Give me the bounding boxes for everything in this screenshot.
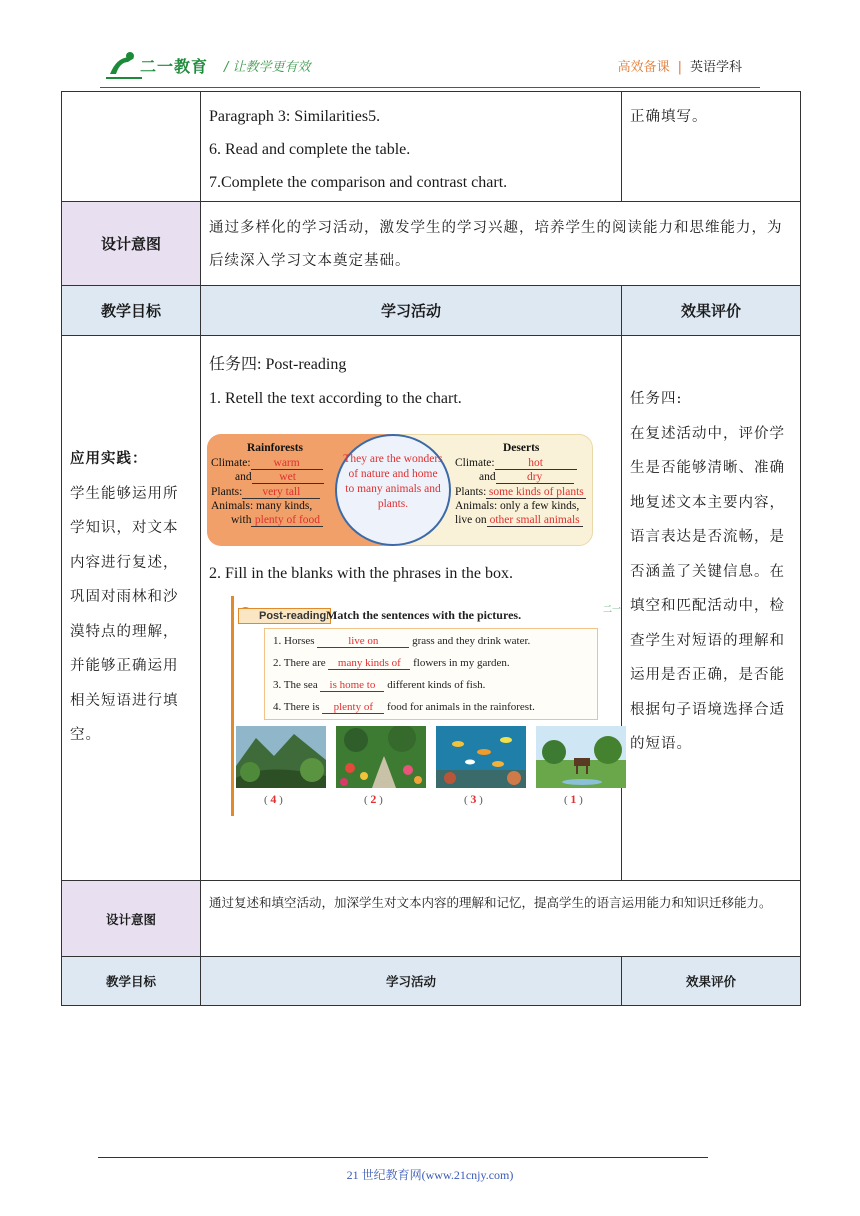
desert-animals: Animals: only a few kinds, bbox=[455, 500, 580, 512]
horses-picture-icon bbox=[536, 726, 626, 788]
desert-title: Deserts bbox=[503, 442, 540, 454]
design-intent-text bbox=[201, 202, 801, 286]
desert-climate: hot bbox=[495, 457, 577, 470]
table-header-row bbox=[62, 957, 801, 1006]
desert-live-on: other small animals bbox=[487, 514, 583, 527]
rainforest-with: plenty of food bbox=[251, 514, 323, 527]
table-row bbox=[62, 881, 801, 957]
goal-cell-empty bbox=[62, 92, 201, 202]
header-activity: 学习活动 bbox=[201, 286, 622, 336]
exercise-title: Match the sentences with the pictures. bbox=[326, 608, 522, 622]
climate-label: Climate: bbox=[455, 457, 495, 469]
table-row bbox=[62, 336, 801, 881]
picture-answer: 4 bbox=[270, 792, 277, 806]
brand-slogan: / 让教学更有效 bbox=[224, 60, 311, 75]
rainforest-and: wet bbox=[252, 471, 324, 484]
exercise-sentences bbox=[264, 628, 598, 720]
comparison-chart bbox=[207, 434, 593, 546]
header-activity: 学习活动 bbox=[201, 957, 622, 1006]
design-intent-content: 通过多样化的学习活动，激发学生的学习兴趣，培养学生的阅读能力和思维能力，为后续深入学习文本奠定基础。 bbox=[209, 220, 783, 269]
sentence-3: 3. The sea is home to different kinds of fish. bbox=[273, 679, 486, 691]
picture-label: ( 4 ) bbox=[264, 792, 283, 806]
picture-label: ( 2 ) bbox=[364, 792, 383, 806]
garden-picture-icon bbox=[336, 726, 426, 788]
header-divider bbox=[100, 87, 760, 88]
goal-text: 学生能够运用所学知识，对文本内容进行复述，巩固对雨林和沙漠特点的理解，并能够正确运用相关短语进行填空。 bbox=[70, 485, 179, 743]
lesson-plan-table bbox=[61, 91, 801, 1006]
eval-cell bbox=[622, 92, 801, 202]
table-row bbox=[62, 92, 801, 202]
goal-cell bbox=[62, 336, 201, 881]
task-step-1: 1. Retell the text according to the chart. bbox=[209, 390, 462, 407]
task-title: 任务四: Post-reading bbox=[209, 356, 347, 373]
header-goal: 教学目标 bbox=[62, 957, 201, 1006]
rainforest-climate: warm bbox=[251, 457, 323, 470]
rainforest-animals: Animals: many kinds, bbox=[211, 500, 313, 512]
sentence-1: 1. Horses live on grass and they drink water. bbox=[273, 635, 531, 647]
rainforest-picture-icon bbox=[236, 726, 326, 788]
activity-cell bbox=[201, 336, 622, 881]
brand-name: 二一教育 bbox=[140, 57, 209, 76]
climate-label: Climate: bbox=[211, 457, 251, 469]
task-step-2: 2. Fill in the blanks with the phrases in the box. bbox=[209, 565, 513, 582]
goal-title: 应用实践： bbox=[70, 451, 148, 467]
exercise-pictures bbox=[236, 726, 618, 788]
answer-4: plenty of bbox=[322, 701, 384, 714]
eval-title: 任务四: bbox=[630, 391, 683, 407]
sea-fish-picture-icon bbox=[436, 726, 526, 788]
design-intent-text bbox=[201, 881, 801, 957]
design-intent-label: 设计意图 bbox=[62, 202, 201, 286]
activity-line: Paragraph 3: Similarities5. bbox=[209, 108, 381, 125]
plants-label: Plants: bbox=[211, 486, 243, 498]
table-row bbox=[62, 202, 801, 286]
header-separator: | bbox=[677, 60, 682, 75]
eval-text: 在复述活动中，评价学生是否能够清晰、准确地复述文本主要内容，语言表达是否流畅，是否涵盖了关键信息。在填空和匹配活动中，检查学生对短语的理解和运用是否正确，是否能根据句子语境选择合适的短语。 bbox=[630, 425, 785, 752]
answer-3: is home to bbox=[320, 679, 384, 692]
activity-line: 7.Complete the comparison and contrast chart. bbox=[209, 174, 508, 191]
exercise-logo: 二一 bbox=[602, 605, 621, 615]
header-eval: 效果评价 bbox=[622, 286, 801, 336]
header-eval: 效果评价 bbox=[622, 957, 801, 1006]
design-intent-content: 通过复述和填空活动，加深学生对文本内容的理解和记忆，提高学生的语言运用能力和知识迁移能力。 bbox=[209, 895, 772, 910]
exercise-tab: Post-reading bbox=[238, 608, 331, 624]
exercise-box bbox=[231, 596, 621, 816]
header-goal: 教学目标 bbox=[62, 286, 201, 336]
picture-answer: 2 bbox=[370, 792, 377, 806]
and-label: and bbox=[235, 471, 252, 483]
desert-plants: some kinds of plants bbox=[486, 486, 586, 499]
footer-text: 21 世纪教育网(www.21cnjy.com) bbox=[346, 1168, 514, 1182]
eval-cell bbox=[622, 336, 801, 881]
sentence-2: 2. There are many kinds of flowers in my garden. bbox=[273, 657, 510, 669]
plants-label: Plants: bbox=[455, 486, 487, 498]
and-label: and bbox=[479, 471, 496, 483]
similarity-text: They are the wonders of nature and home to many animals and plants. bbox=[343, 453, 443, 510]
live-on-label: live on bbox=[455, 514, 487, 526]
answer-1: live on bbox=[317, 635, 409, 648]
eval-text: 正确填写。 bbox=[630, 109, 708, 125]
header-tag: 高效备课 bbox=[617, 60, 670, 75]
table-header-row bbox=[62, 286, 801, 336]
header-subject-label: 英语学科 bbox=[689, 60, 742, 75]
page-header bbox=[100, 46, 760, 90]
activity-cell bbox=[201, 92, 622, 202]
picture-answer: 1 bbox=[570, 792, 577, 806]
desert-and: dry bbox=[496, 471, 574, 484]
with-label: with bbox=[231, 514, 252, 526]
activity-line: 6. Read and complete the table. bbox=[209, 141, 411, 158]
sentence-4: 4. There is plenty of food for animals in the rainforest. bbox=[273, 701, 535, 713]
header-subject bbox=[618, 56, 742, 75]
rainforest-plants: very tall bbox=[242, 486, 320, 499]
picture-answer: 3 bbox=[470, 792, 477, 806]
footer-divider bbox=[98, 1157, 708, 1158]
picture-label: ( 1 ) bbox=[564, 792, 583, 806]
answer-2: many kinds of bbox=[328, 657, 410, 670]
design-intent-label: 设计意图 bbox=[62, 881, 201, 957]
picture-label: ( 3 ) bbox=[464, 792, 483, 806]
rainforest-title: Rainforests bbox=[247, 442, 304, 454]
